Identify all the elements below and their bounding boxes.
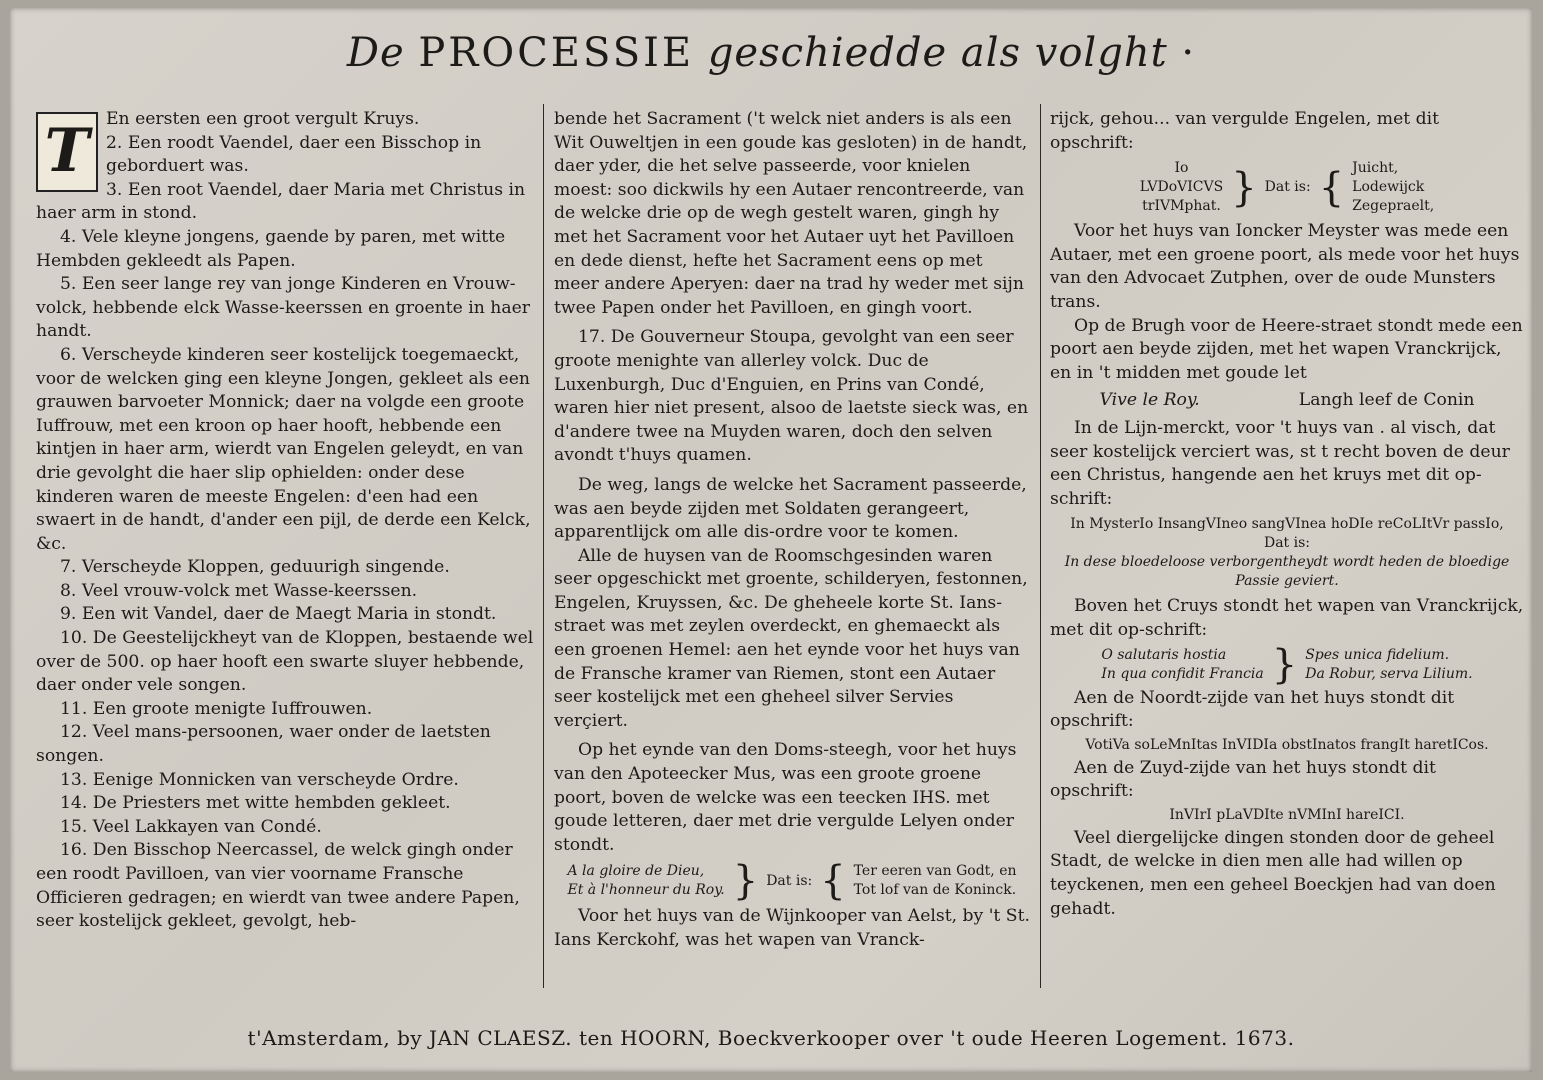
item-6: 6. Verscheyde kinderen seer kostelijck toegemaeckt, voor de welcken ging een kleyne Jongen, gekleet als een grauwen barvoeter Monnick; daer na volgde een groote Iuffrouw, met een kroon op haer hooft, hebbende een kintjen in haer arm, wierdt van Engelen geleydt, en van drie gevolght die haer slip ophielden: onder dese kinderen waren de meeste Engelen: d'een had een swaert in de handt, d'ander een pijl, de derde een Kelck, &c.	[36, 344, 531, 554]
paragraph-wijnkooper: Voor het huys van de Wijnkooper van Aelst, by 't St. Ians Kerckohf, was het wapen van Vranck-	[554, 906, 1030, 950]
item-15: 15. Veel Lakkayen van Condé.	[60, 816, 322, 837]
inscription-line: O salutaris hostia	[1101, 646, 1227, 663]
item-9: 9. Een wit Vandel, daer de Maegt Maria in stondt.	[60, 604, 497, 625]
inscription-translation-marker: Dat is:	[1264, 179, 1311, 196]
page-title	[10, 30, 1532, 76]
item-11: 11. Een groote menigte Iuffrouwen.	[60, 698, 373, 719]
inscription-line: Io	[1174, 160, 1189, 177]
inscription-line: Et à l'honneur du Roy.	[567, 882, 725, 899]
imprint-line: t'Amsterdam, by JAN CLAESZ. ten HOORN, Boeckverkooper over 't oude Heeren Logement. 1673.	[247, 1026, 1295, 1050]
inscription-vive-le-roy	[1050, 389, 1524, 413]
title-word-processie: PROCESSIE	[418, 30, 695, 76]
inscription-gloire	[554, 858, 1030, 905]
inscription-line: Spes unica fidelium.	[1305, 646, 1450, 663]
paragraph-cruys: Boven het Cruys stondt het wapen van Vranckrijck, met dit op-schrift:	[1050, 596, 1524, 640]
paragraph-doms-steegh: Op het eynde van den Doms-steegh, voor het huys van den Apoteecker Mus, was een groote groene poort, boven de welcke was een teecken IHS. met goude letteren, daer met drie vergulde Lelyen onder stondt.	[554, 740, 1017, 855]
paragraph-brugh: Op de Brugh voor de Heere-straet stondt mede een poort aen beyde zijden, met het wapen Vranckrijck, en in 't midden met goude let	[1050, 315, 1523, 383]
column-divider-right	[1040, 104, 1041, 988]
inscription-votiva: VotiVa soLeMnItas InVIDIa obstInatos frangIt haretICos.	[1085, 736, 1489, 753]
inscription-inviri: InVIrI pLaVDIte nVMInI hareICI.	[1169, 806, 1405, 823]
item-5: 5. Een seer lange rey van jonge Kinderen en Vrouw-volck, hebbende elck Wasse-keerssen en groente in haer handt.	[36, 274, 530, 342]
broadsheet	[10, 8, 1532, 1072]
paragraph-noordt-zijde: Aen de Noordt-zijde van het huys stondt dit opschrift:	[1050, 687, 1455, 732]
item-7: 7. Verscheyde Kloppen, geduurigh singende.	[60, 557, 450, 578]
item-14: 14. De Priesters met witte hembden gekleet.	[60, 793, 451, 814]
item-2: 2. Een roodt Vaendel, daer een Bisschop in geborduert was.	[106, 132, 482, 177]
brace-glyph: }	[732, 858, 759, 905]
item-17: 17. De Gouverneur Stoupa, gevolght van een seer groote menighte van allerley volck. Duc de Luxenburgh, Duc d'Enguien, en Prins van Condé, waren hier niet present, alsoo de laetste sieck was, en d'andere twee na Muyden waren, doch den selven avondt t'huys quamen.	[554, 327, 1029, 466]
title-phrase: geschiedde als volght	[707, 30, 1168, 76]
brace-glyph: {	[1318, 164, 1345, 211]
inscription-translation-marker: Dat is:	[766, 872, 813, 889]
item-3: 3. Een root Vaendel, daer Maria met Christus in haer arm in stond.	[36, 179, 526, 224]
inscription-lodewijck	[1050, 159, 1524, 216]
paragraph-sacrament: bende het Sacrament ('t welck niet anders is als een Wit Ouweltjen in een goude kas gesloten) in de handt, daer yder, die het selve passeerde, voor knielen moest: soo dickwils hy een Autaer rencontreerde, van de welcke drie op de wegh gestelt waren, gingh hy met het Sacrament voor het Autaer uyt het Pavilloen en dede dienst, hefte het Sacrament eens op met meer andere Aperyen: daer na trad hy weder met sijn twee Papen onder het Pavilloen, en gingh voort.	[554, 109, 1028, 318]
title-word-de: De	[346, 30, 405, 76]
inscription-line: LVDoVICVS	[1139, 179, 1224, 196]
item-12: 12. Veel mans-persoonen, waer onder de laetsten songen.	[36, 722, 491, 767]
paragraph-route: De weg, langs de welcke het Sacrament passeerde, was aen beyde zijden met Soldaten gerangeert, apparentlijck om alle dis-ordre voor te komen.	[554, 474, 1027, 543]
column-3	[1050, 108, 1524, 921]
item-8: 8. Veel vrouw-volck met Wasse-keerssen.	[60, 580, 418, 601]
inscription-line: In MysterIo InsangVIneo sangVInea hoDIe reCoLItVr passIo,	[1070, 516, 1504, 533]
paragraph-zuyd-zijde: Aen de Zuyd-zijde van het huys stondt dit opschrift:	[1050, 757, 1436, 802]
item-16: 16. Den Bisschop Neercassel, de welck gingh onder een roodt Pavilloen, van vier voorname Fransche Officieren gedragen; en wierdt van twee andere Papen, seer kostelijck gekleet, gevolgt, heb-	[36, 840, 520, 932]
column-divider-left	[543, 104, 544, 988]
inscription-line: Langh leef de Conin	[1298, 390, 1475, 411]
column-1	[36, 108, 534, 934]
inscription-line: In dese bloedeloose verborgentheydt wordt heden de bloedige Passie geviert.	[1064, 554, 1510, 590]
paragraph-houses: Alle de huysen van de Roomschgesinden waren seer opgeschickt met groente, schilderyen, festonnen, Engelen, Kruyssen, &c. De gheheele korte St. Ians-straet was met zeylen overdeckt, en ghemaeckt als een groenen Hemel: aen het eynde voor het huys van de Fransche kramer van Riemen, stont een Autaer seer kostelijck met een gheheel silver Servies verçiert.	[554, 545, 1028, 731]
inscription-translation-marker: Dat is:	[1263, 535, 1311, 552]
item-10: 10. De Geestelijckheyt van de Kloppen, bestaende wel over de 500. op haer hooft een swarte sluyer hebbende, daer onder vele songen.	[36, 628, 534, 696]
brace-glyph: }	[1231, 164, 1257, 211]
inscription-line: Lodewijck	[1352, 179, 1425, 196]
item-13: 13. Eenige Monnicken van verscheyde Ordre.	[60, 769, 459, 790]
inscription-line: Da Robur, serva Lilium.	[1305, 665, 1473, 682]
paragraph-meyster: Voor het huys van Ioncker Meyster was mede een Autaer, met een groene poort, als mede voor het huys van den Advocaet Zutphen, over de oude Munsters trans.	[1050, 221, 1520, 312]
inscription-line: Tot lof van de Koninck.	[853, 882, 1017, 899]
inscription-line: A la gloire de Dieu,	[567, 863, 705, 880]
paragraph-lijn-merckt: In de Lijn-merckt, voor 't huys van . al visch, dat seer kostelijck verciert was, st t recht boven de deur een Christus, hangende aen het kruys met dit op-schrift:	[1050, 417, 1510, 509]
brace-glyph: }	[1271, 641, 1298, 688]
item-4: 4. Vele kleyne jongens, gaende by paren, met witte Hembden gekleedt als Papen.	[36, 226, 506, 271]
inscription-salutaris	[1050, 641, 1524, 688]
inscription-line: In qua confidit Francia	[1101, 665, 1264, 682]
column-2	[554, 108, 1030, 953]
item-1: En eersten een groot vergult Kruys.	[106, 109, 420, 129]
inscription-mysterio	[1050, 515, 1524, 591]
inscription-line: Juicht,	[1352, 160, 1399, 177]
inscription-line: Ter eeren van Godt, en	[853, 863, 1017, 880]
title-mark: ·	[1181, 30, 1196, 76]
paragraph-engelen: rijck, gehou... van vergulde Engelen, met dit opschrift:	[1050, 109, 1440, 153]
decorated-initial: T	[36, 112, 98, 192]
brace-glyph: {	[820, 858, 846, 905]
inscription-line: Zegepraelt,	[1352, 198, 1435, 215]
inscription-line: Vive le Roy.	[1099, 390, 1200, 411]
paragraph-closing: Veel diergelijcke dingen stonden door de geheel Stadt, de welcke in dien men alle had willen op teyckenen, men een geheel Boeckjen had van doen gehadt.	[1050, 827, 1496, 919]
inscription-line: trIVMphat.	[1142, 198, 1221, 215]
